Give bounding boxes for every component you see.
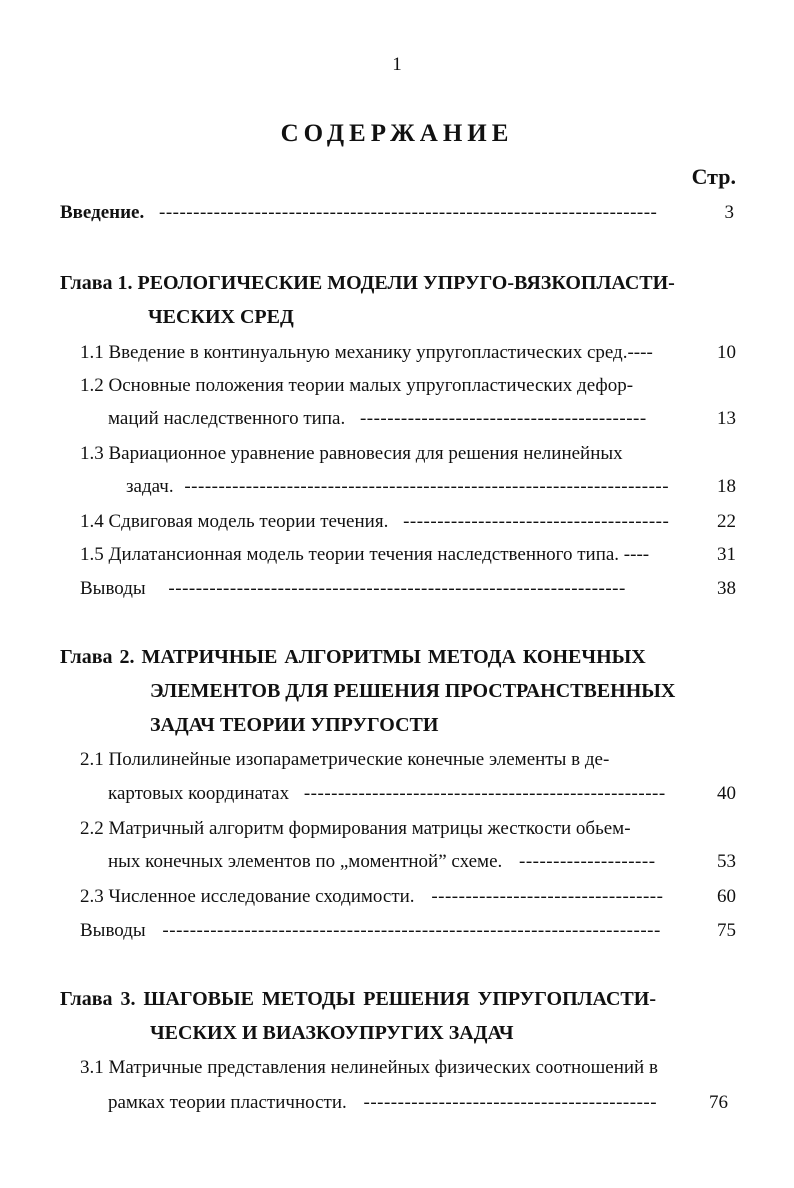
leader-dashes: ------------------------------------------------------------------------- <box>162 920 661 941</box>
toc-entry-1-3-line-2 <box>126 476 669 498</box>
chapter-2-title-line-1: Глава 2. МАТРИЧНЫЕ АЛГОРИТМЫ МЕТОДА КОНЕЧНЫХ <box>60 646 646 668</box>
toc-entry-3-1-line-1: 3.1 Матричные представления нелинейных физических соотношений в <box>80 1057 658 1078</box>
leader-dashes: ----------------------------------------------------------------------- <box>184 476 670 497</box>
chapter-1-title-line-1: Глава 1. РЕОЛОГИЧЕСКИЕ МОДЕЛИ УПРУГО-ВЯЗКОПЛАСТИ- <box>60 272 675 294</box>
leader-dashes: -------------------- <box>519 851 656 872</box>
entry-page: 40 <box>717 783 736 804</box>
leader-dashes: ------------------------------------------------------------------------- <box>159 202 658 223</box>
toc-entry-1-conclusions <box>80 578 626 600</box>
chapter-1-title-line-2: ЧЕСКИХ СРЕД <box>148 306 294 328</box>
toc-entry-1-1: 1.1 Введение в континуальную механику упругопластических сред.---- <box>80 342 653 363</box>
entry-text: Введение. <box>60 202 145 223</box>
entry-text: маций наследственного типа. <box>108 408 346 429</box>
toc-entry-intro <box>60 202 657 224</box>
entry-page: 53 <box>717 851 736 872</box>
entry-page: 18 <box>717 476 736 497</box>
toc-entry-2-1-line-1: 2.1 Полилинейные изопараметрические конечные элементы в де- <box>80 749 610 770</box>
toc-entry-1-2-line-2 <box>108 408 647 430</box>
entry-page: 75 <box>717 920 736 941</box>
toc-entry-2-2-line-1: 2.2 Матричный алгоритм формирования матрицы жесткости обьем- <box>80 818 631 839</box>
toc-entry-2-3 <box>80 886 663 908</box>
leader-dashes: ------------------------------------------ <box>359 408 647 429</box>
page-column-header: Стр. <box>691 164 736 189</box>
toc-entry-1-4 <box>80 511 669 533</box>
entry-page: 13 <box>717 408 736 429</box>
entry-text: ных конечных элементов по „моментной” схеме. <box>108 851 503 872</box>
chapter-2-title-line-3: ЗАДАЧ ТЕОРИИ УПРУГОСТИ <box>150 714 439 736</box>
entry-page: 31 <box>717 544 736 565</box>
entry-text: картовых координатах <box>108 783 290 804</box>
toc-entry-1-3-line-1: 1.3 Вариационное уравнение равновесия для решения нелинейных <box>80 443 623 464</box>
toc-entry-1-5: 1.5 Дилатансионная модель теории течения наследственного типа. ---- <box>80 544 650 565</box>
toc-entry-1-2-line-1: 1.2 Основные положения теории малых упругопластических дефор- <box>80 375 634 396</box>
page-number: 1 <box>392 54 402 75</box>
entry-page: 38 <box>717 578 736 599</box>
leader-dashes: ----------------------------------------------------- <box>303 783 666 804</box>
leader-dashes: ------------------------------------------- <box>363 1092 658 1113</box>
entry-page: 10 <box>717 342 736 363</box>
toc-title: СОДЕРЖАНИЕ <box>280 120 514 147</box>
toc-entry-2-2-line-2 <box>108 851 656 873</box>
entry-page: 22 <box>717 511 736 532</box>
entry-text: Выводы <box>80 920 146 941</box>
toc-entry-2-conclusions <box>80 920 661 942</box>
leader-dashes: --------------------------------------- <box>403 511 670 532</box>
entry-text: Выводы <box>80 578 146 599</box>
entry-page: 60 <box>717 886 736 907</box>
entry-page: 76 <box>709 1092 728 1113</box>
toc-entry-2-1-line-2 <box>108 783 666 805</box>
chapter-3-title-line-2: ЧЕСКИХ И ВИАЗКОУПРУГИХ ЗАДАЧ <box>150 1022 514 1044</box>
entry-page: 3 <box>724 202 734 223</box>
entry-text: 1.4 Сдвиговая модель теории течения. <box>80 511 389 532</box>
leader-dashes: ------------------------------------------------------------------- <box>168 578 626 599</box>
chapter-2-title-line-2: ЭЛЕМЕНТОВ ДЛЯ РЕШЕНИЯ ПРОСТРАНСТВЕННЫХ <box>150 680 676 702</box>
chapter-3-title-line-1: Глава 3. ШАГОВЫЕ МЕТОДЫ РЕШЕНИЯ УПРУГОПЛАСТИ- <box>60 988 656 1010</box>
toc-entry-3-1-line-2 <box>108 1092 657 1114</box>
entry-text: рамках теории пластичности. <box>108 1092 347 1113</box>
entry-text: задач. <box>126 476 174 497</box>
leader-dashes: ---------------------------------- <box>431 886 664 907</box>
entry-text: 2.3 Численное исследование сходимости. <box>80 886 415 907</box>
